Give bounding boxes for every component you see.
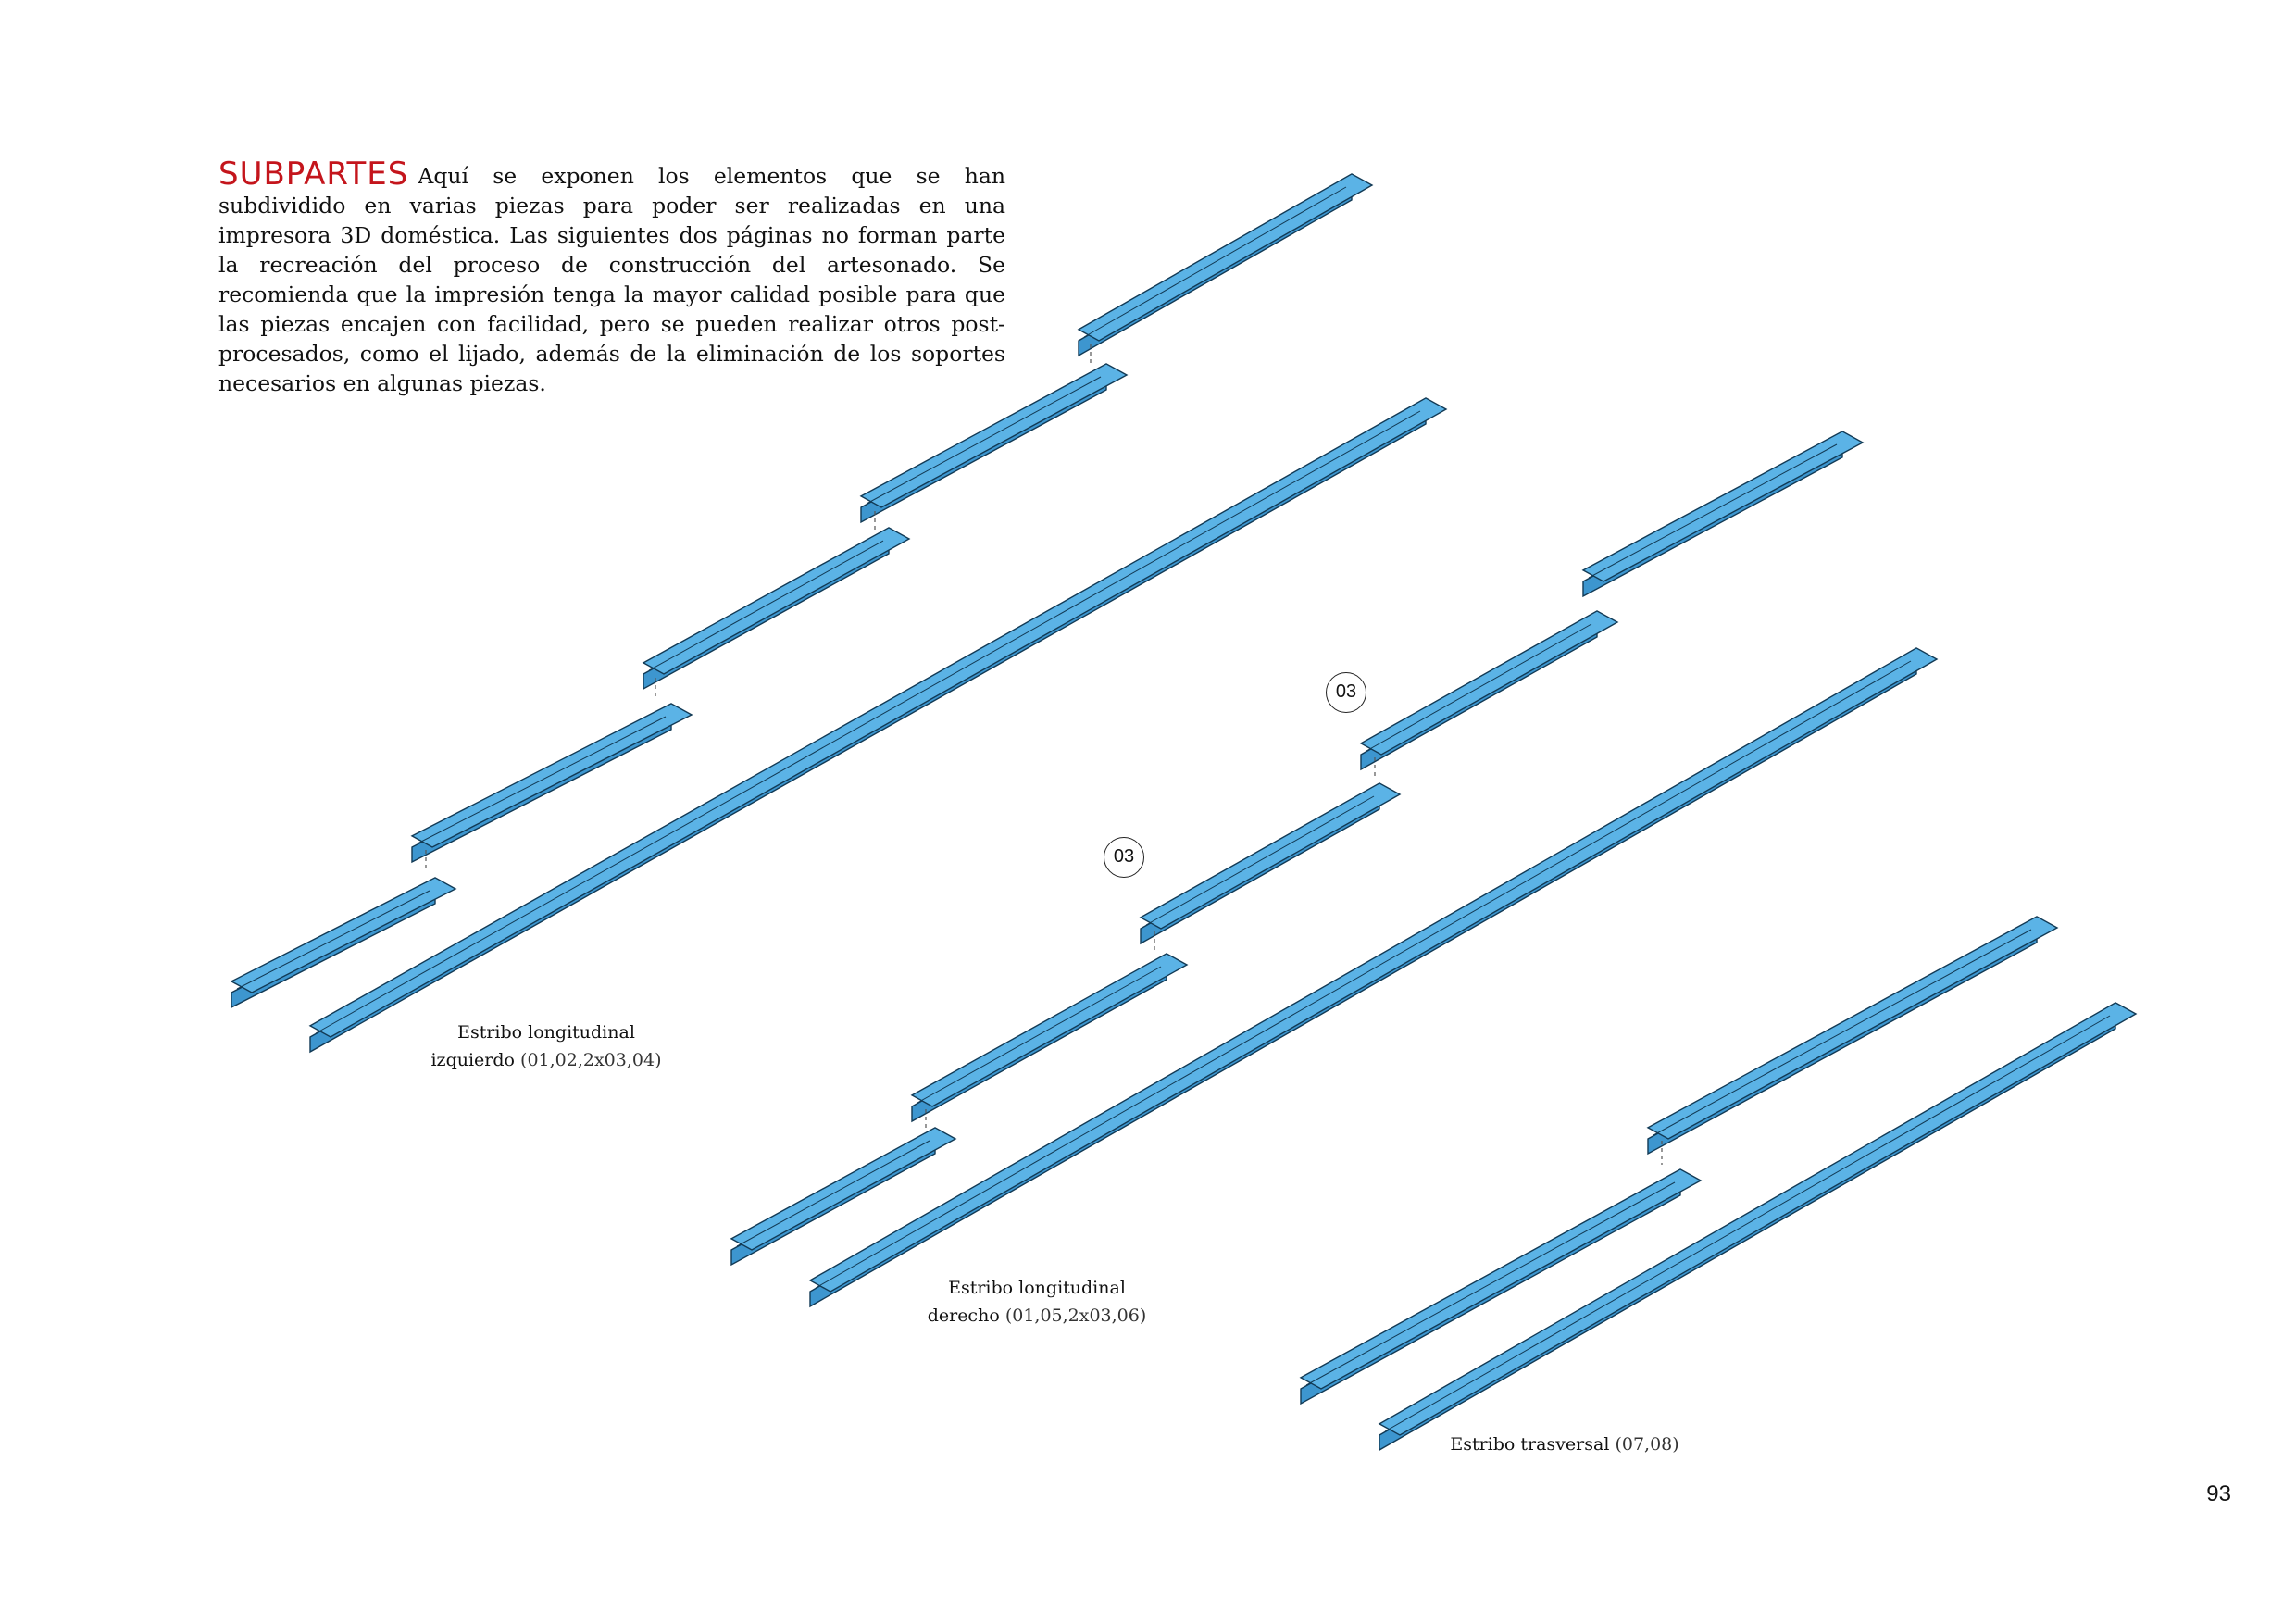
caption-right bbox=[898, 1274, 1176, 1330]
section-heading: SUBPARTES bbox=[218, 156, 409, 193]
caption-left-title: Estribo longitudinal bbox=[457, 1022, 635, 1043]
beam-03a-right bbox=[1361, 611, 1617, 769]
caption-cross bbox=[1426, 1430, 1703, 1458]
caption-left-codes: (01,02,2x03,04) bbox=[520, 1050, 662, 1070]
caption-left bbox=[407, 1018, 685, 1074]
beam-01-right bbox=[731, 1128, 955, 1265]
beam-04-left-a bbox=[1079, 174, 1372, 356]
callout-03-upper: 03 bbox=[1326, 672, 1366, 713]
page-number: 93 bbox=[2206, 1481, 2231, 1506]
callout-03-lower: 03 bbox=[1104, 837, 1144, 878]
caption-right-codes: (01,05,2x03,06) bbox=[1004, 1305, 1147, 1326]
beam-06-right bbox=[1583, 431, 1863, 596]
beam-03b-right bbox=[1141, 783, 1400, 943]
intro-text: Aquí se exponen los elementos que se han subdividido en varias piezas para poder ser realizadas en una impresora 3D doméstica. Las siguientes dos páginas no forman parte la recreación del proceso de construcción del artesonado. Se recomienda que la impresión tenga la mayor calidad posible para que las piezas encajen con facilidad, pero se pueden realizar otros post-procesados, como el lijado, además de la eliminación de los soportes necesarios en algunas piezas. bbox=[218, 163, 1005, 396]
caption-cross-codes: (07,08) bbox=[1615, 1434, 1679, 1455]
caption-cross-title: Estribo trasversal bbox=[1450, 1434, 1610, 1455]
beam-03b-left bbox=[643, 528, 909, 689]
beam-07-cross bbox=[1648, 917, 2057, 1154]
caption-right-side: derecho bbox=[927, 1305, 1000, 1326]
caption-right-title: Estribo longitudinal bbox=[948, 1278, 1126, 1298]
beam-03a-left bbox=[861, 364, 1127, 522]
caption-left-side: izquierdo bbox=[430, 1050, 515, 1070]
